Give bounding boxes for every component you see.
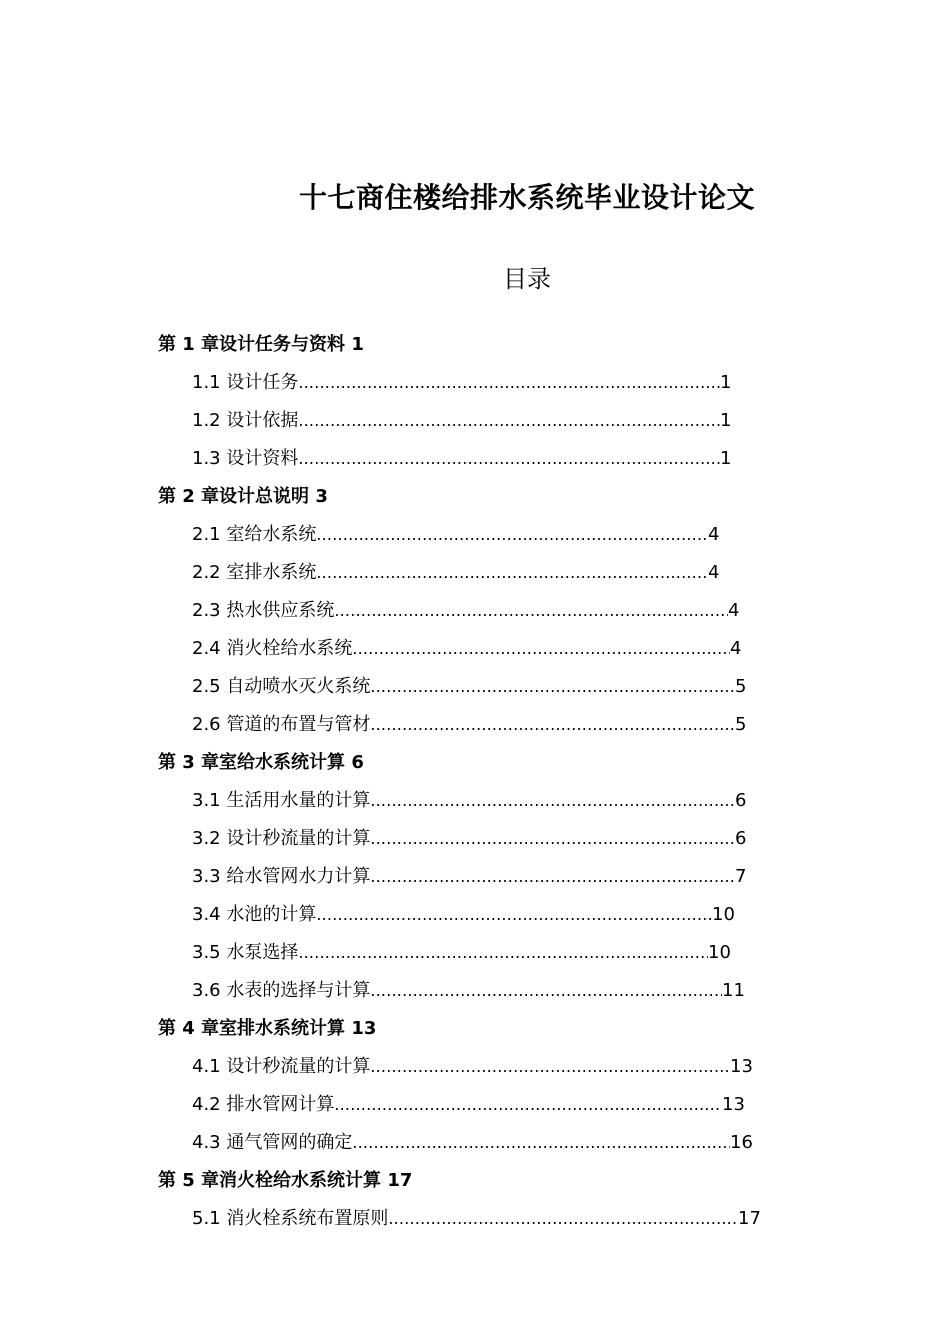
toc-section-label: 4.2 排水管网计算 [192, 1094, 335, 1115]
toc-section-entry[interactable] [0, 706, 950, 744]
toc-page-number: 4 [728, 600, 740, 621]
toc-section-entry[interactable] [0, 592, 950, 630]
toc-section-entry[interactable] [0, 630, 950, 668]
toc-section-label: 2.5 自动喷水灭火系统 [192, 676, 371, 697]
document-title: 十七商住楼给排水系统毕业设计论文 [298, 181, 755, 214]
toc-chapter-entry[interactable]: 第 1 章设计任务与资料 1 [158, 334, 364, 355]
toc-section-entry[interactable] [0, 1200, 950, 1238]
toc-section-label: 3.6 水表的选择与计算 [192, 980, 371, 1001]
toc-page-number: 13 [730, 1056, 753, 1077]
toc-page-number: 4 [730, 638, 742, 659]
toc-section-entry[interactable] [0, 858, 950, 896]
toc-section-label: 2.3 热水供应系统 [192, 600, 335, 621]
toc-page-number: 5 [735, 714, 747, 735]
toc-section-entry[interactable] [0, 1124, 950, 1162]
dot-leader [370, 782, 735, 820]
dot-leader [334, 1086, 722, 1124]
toc-section-label: 1.3 设计资料 [192, 448, 299, 469]
toc-chapter-entry[interactable]: 第 5 章消火栓给水系统计算 17 [158, 1170, 413, 1191]
toc-section-label: 1.1 设计任务 [192, 372, 299, 393]
dot-leader [370, 1048, 730, 1086]
toc-page-number: 10 [712, 904, 735, 925]
dot-leader [298, 440, 720, 478]
toc-page-number: 17 [738, 1208, 761, 1229]
dot-leader [352, 1124, 730, 1162]
dot-leader [298, 934, 708, 972]
dot-leader [370, 706, 735, 744]
toc-page-number: 1 [720, 448, 732, 469]
dot-leader [370, 972, 722, 1010]
toc-section-label: 3.3 给水管网水力计算 [192, 866, 371, 887]
toc-section-label: 3.5 水泵选择 [192, 942, 299, 963]
toc-section-label: 2.4 消火栓给水系统 [192, 638, 353, 659]
toc-page-number: 4 [708, 524, 720, 545]
dot-leader [370, 858, 735, 896]
dot-leader [316, 554, 708, 592]
toc-page-number: 6 [735, 828, 747, 849]
toc-section-entry[interactable] [0, 820, 950, 858]
dot-leader [370, 668, 735, 706]
toc-section-entry[interactable] [0, 1048, 950, 1086]
toc-section-entry[interactable] [0, 402, 950, 440]
toc-section-entry[interactable] [0, 934, 950, 972]
toc-heading: 目录 [503, 265, 551, 293]
toc-section-label: 5.1 消火栓系统布置原则 [192, 1208, 389, 1229]
toc-section-entry[interactable] [0, 440, 950, 478]
dot-leader [370, 820, 735, 858]
toc-chapter-entry[interactable]: 第 4 章室排水系统计算 13 [158, 1018, 377, 1039]
table-of-contents [0, 326, 950, 1238]
toc-section-label: 1.2 设计依据 [192, 410, 299, 431]
toc-page-number: 4 [708, 562, 720, 583]
toc-section-entry[interactable] [0, 782, 950, 820]
toc-section-label: 3.1 生活用水量的计算 [192, 790, 371, 811]
toc-section-entry[interactable] [0, 516, 950, 554]
dot-leader [316, 896, 712, 934]
toc-section-entry[interactable] [0, 896, 950, 934]
toc-page-number: 5 [735, 676, 747, 697]
toc-section-label: 2.2 室排水系统 [192, 562, 317, 583]
toc-page-number: 10 [708, 942, 731, 963]
toc-section-label: 3.4 水池的计算 [192, 904, 317, 925]
toc-chapter-entry[interactable]: 第 2 章设计总说明 3 [158, 486, 328, 507]
toc-section-label: 2.1 室给水系统 [192, 524, 317, 545]
dot-leader [334, 592, 728, 630]
toc-section-entry[interactable] [0, 1086, 950, 1124]
toc-page-number: 6 [735, 790, 747, 811]
toc-chapter-entry[interactable]: 第 3 章室给水系统计算 6 [158, 752, 364, 773]
dot-leader [298, 402, 720, 440]
dot-leader [388, 1200, 738, 1238]
dot-leader [298, 364, 720, 402]
toc-section-label: 3.2 设计秒流量的计算 [192, 828, 371, 849]
toc-page-number: 11 [722, 980, 745, 1001]
toc-section-entry[interactable] [0, 364, 950, 402]
toc-page-number: 13 [722, 1094, 745, 1115]
toc-section-entry[interactable] [0, 972, 950, 1010]
toc-page-number: 1 [720, 410, 732, 431]
toc-page-number: 16 [730, 1132, 753, 1153]
toc-section-label: 4.1 设计秒流量的计算 [192, 1056, 371, 1077]
dot-leader [316, 516, 708, 554]
dot-leader [352, 630, 730, 668]
toc-page-number: 1 [720, 372, 732, 393]
toc-page-number: 7 [735, 866, 747, 887]
toc-section-label: 2.6 管道的布置与管材 [192, 714, 371, 735]
toc-section-entry[interactable] [0, 668, 950, 706]
toc-section-entry[interactable] [0, 554, 950, 592]
toc-section-label: 4.3 通气管网的确定 [192, 1132, 353, 1153]
